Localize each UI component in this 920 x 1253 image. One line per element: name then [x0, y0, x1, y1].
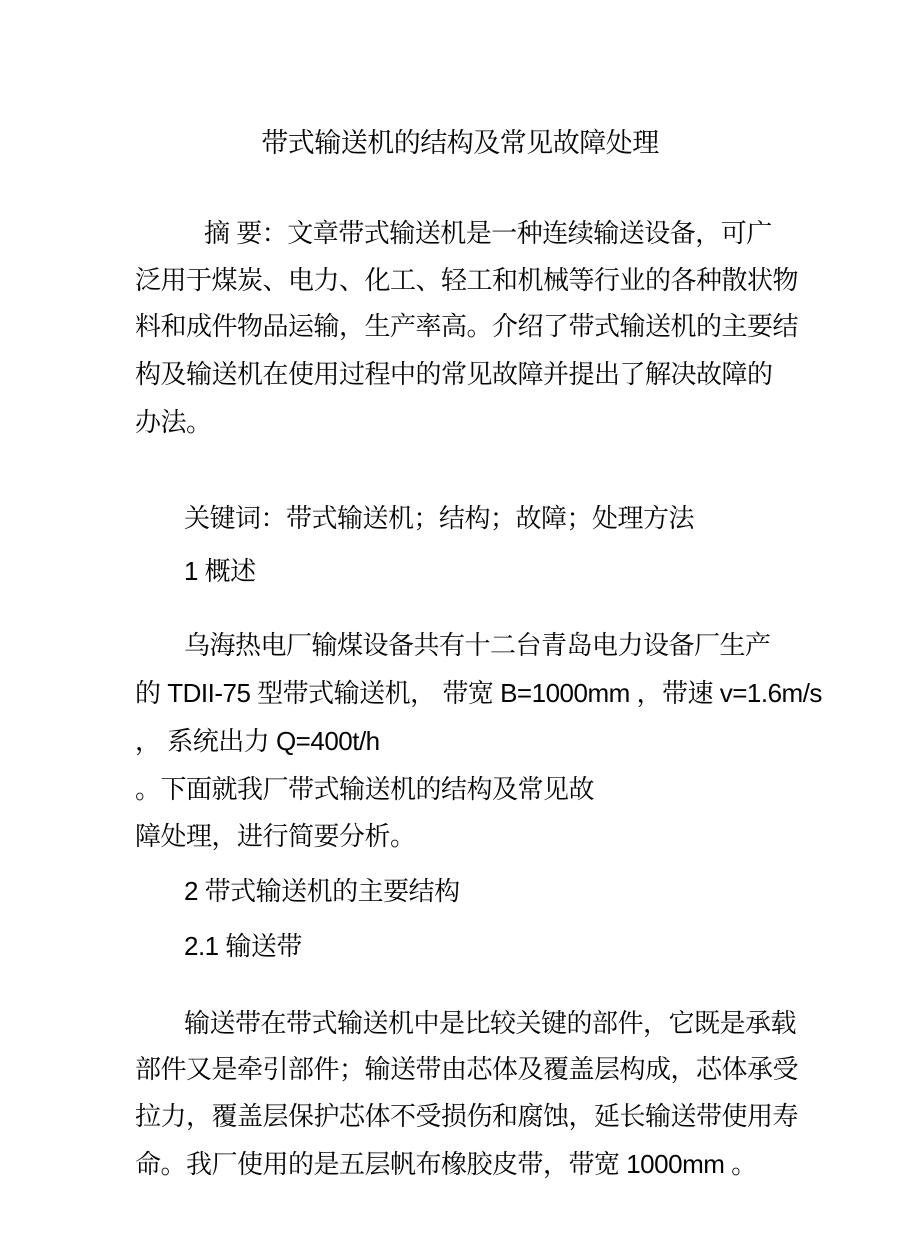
keywords-line: 关键词：带式输送机；结构；故障；处理方法 — [184, 503, 695, 533]
section-1-line-5: 障处理，进行简要分析。 — [135, 821, 416, 851]
abstract-line-4: 构及输送机在使用过程中的常见故障并提出了解决故障的 — [135, 359, 773, 389]
abstract-line-1: 摘 要：文章带式输送机是一种连续输送设备，可广 — [204, 218, 772, 248]
section-1-line-1: 乌海热电厂输煤设备共有十二台青岛电力设备厂生产 — [184, 630, 771, 660]
section-1-line-2: 的 TDII-75 型带式输送机， 带宽 B=1000mm ，带速 v=1.6m/s — [135, 678, 822, 708]
section-1-line-3: ， 系统出力 Q=400t/h — [135, 726, 380, 756]
section-2-1-line-1: 输送带在带式输送机中是比较关键的部件，它既是承载 — [184, 1008, 797, 1038]
section-1-heading: 1 概述 — [184, 556, 256, 586]
section-2-1-line-4: 命。我厂使用的是五层帆布橡胶皮带，带宽 1000mm 。 — [135, 1149, 757, 1179]
abstract-line-3: 料和成件物品运输，生产率高。介绍了带式输送机的主要结 — [135, 311, 799, 341]
section-1-line-4: 。下面就我厂带式输送机的结构及常见故 — [135, 774, 595, 804]
section-2-1-heading: 2.1 输送带 — [184, 931, 302, 961]
section-2-heading: 2 带式输送机的主要结构 — [184, 876, 460, 906]
document-title: 带式输送机的结构及常见故障处理 — [261, 128, 659, 158]
abstract-line-5: 办法。 — [135, 407, 212, 437]
section-2-1-line-3: 拉力，覆盖层保护芯体不受损伤和腐蚀，延长输送带使用寿 — [135, 1101, 799, 1131]
abstract-line-2: 泛用于煤炭、电力、化工、轻工和机械等行业的各种散状物 — [135, 265, 799, 295]
section-2-1-line-2: 部件又是牵引部件；输送带由芯体及覆盖层构成，芯体承受 — [135, 1054, 799, 1084]
